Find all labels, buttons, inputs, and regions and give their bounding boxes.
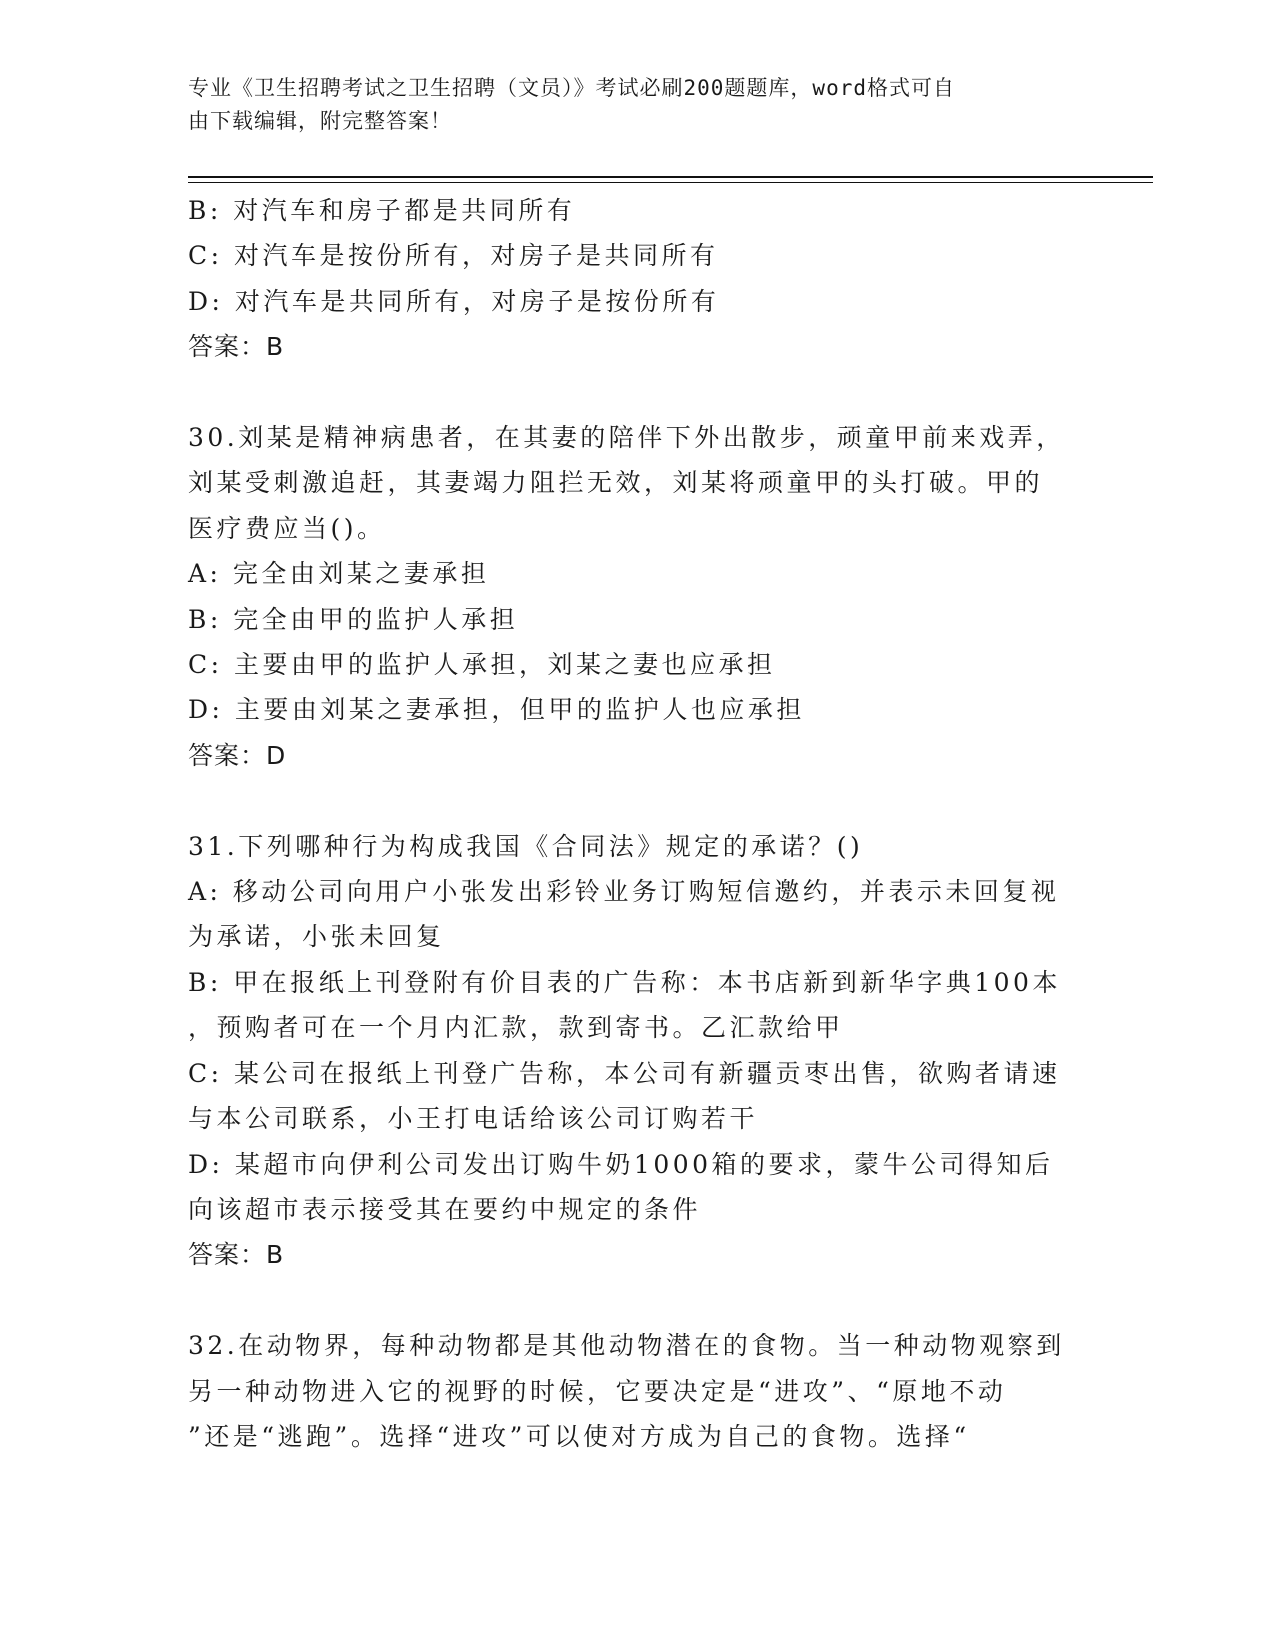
option-b-cont: ，预购者可在一个月内汇款，款到寄书。乙汇款给甲	[188, 1013, 844, 1043]
option-d: D: 某超市向伊利公司发出订购牛奶1000箱的要求，蒙牛公司得知后	[188, 1149, 1054, 1179]
question-31	[188, 824, 1068, 1278]
option-d: D: 对汽车是共同所有，对房子是按份所有	[188, 286, 720, 316]
header-divider-thin	[188, 182, 1153, 183]
question-29-tail	[188, 188, 1068, 370]
option-b: B: 对汽车和房子都是共同所有	[188, 196, 576, 225]
question-stem: 30.刘某是精神病患者，在其妻的陪伴下外出散步，顽童甲前来戏弄，	[188, 423, 1065, 453]
spacer	[188, 778, 1068, 823]
question-30	[188, 415, 1068, 778]
document-body	[188, 188, 1068, 1459]
question-stem: ”还是“逃跑”。选择“进攻”可以使对方成为自己的食物。选择“	[188, 1421, 970, 1451]
spacer	[188, 1278, 1068, 1323]
option-b: B: 甲在报纸上刊登附有价目表的广告称：本书店新到新华字典100本	[188, 967, 1061, 997]
question-stem: 另一种动物进入它的视野的时候，它要决定是“进攻”、“原地不动	[188, 1376, 1007, 1406]
spacer	[188, 370, 1068, 415]
option-a: A: 移动公司向用户小张发出彩铃业务订购短信邀约，并表示未回复视	[188, 877, 1060, 907]
question-stem: 医疗费应当()。	[188, 513, 386, 543]
option-c: C: 对汽车是按份所有，对房子是共同所有	[188, 241, 719, 271]
header-line-2: 由下载编辑，附完整答案！	[188, 109, 452, 133]
option-a: A: 完全由刘某之妻承担	[188, 559, 490, 589]
option-c: C: 某公司在报纸上刊登广告称，本公司有新疆贡枣出售，欲购者请速	[188, 1058, 1061, 1088]
answer-line: 答案：B	[188, 332, 285, 362]
option-b: B: 完全由甲的监护人承担	[188, 604, 519, 634]
header-line-1: 专业《卫生招聘考试之卫生招聘（文员）》考试必刷200题题库，word格式可自	[188, 76, 955, 100]
answer-line: 答案：D	[188, 740, 287, 770]
option-c: C: 主要由甲的监护人承担，刘某之妻也应承担	[188, 650, 776, 680]
option-a-cont: 为承诺，小张未回复	[188, 922, 445, 952]
header-divider-thick	[188, 176, 1153, 178]
option-d: D: 主要由刘某之妻承担，但甲的监护人也应承担	[188, 695, 805, 725]
question-32	[188, 1323, 1068, 1459]
answer-line: 答案：B	[188, 1240, 285, 1270]
question-stem: 32.在动物界，每种动物都是其他动物潜在的食物。当一种动物观察到	[188, 1331, 1065, 1361]
question-stem: 刘某受刺激追赶，其妻竭力阻拦无效，刘某将顽童甲的头打破。甲的	[188, 468, 1044, 498]
document-header	[188, 72, 1068, 138]
option-d-cont: 向该超市表示接受其在要约中规定的条件	[188, 1194, 702, 1224]
question-stem: 31.下列哪种行为构成我国《合同法》规定的承诺？()	[188, 831, 864, 861]
option-c-cont: 与本公司联系，小王打电话给该公司订购若干	[188, 1104, 759, 1134]
